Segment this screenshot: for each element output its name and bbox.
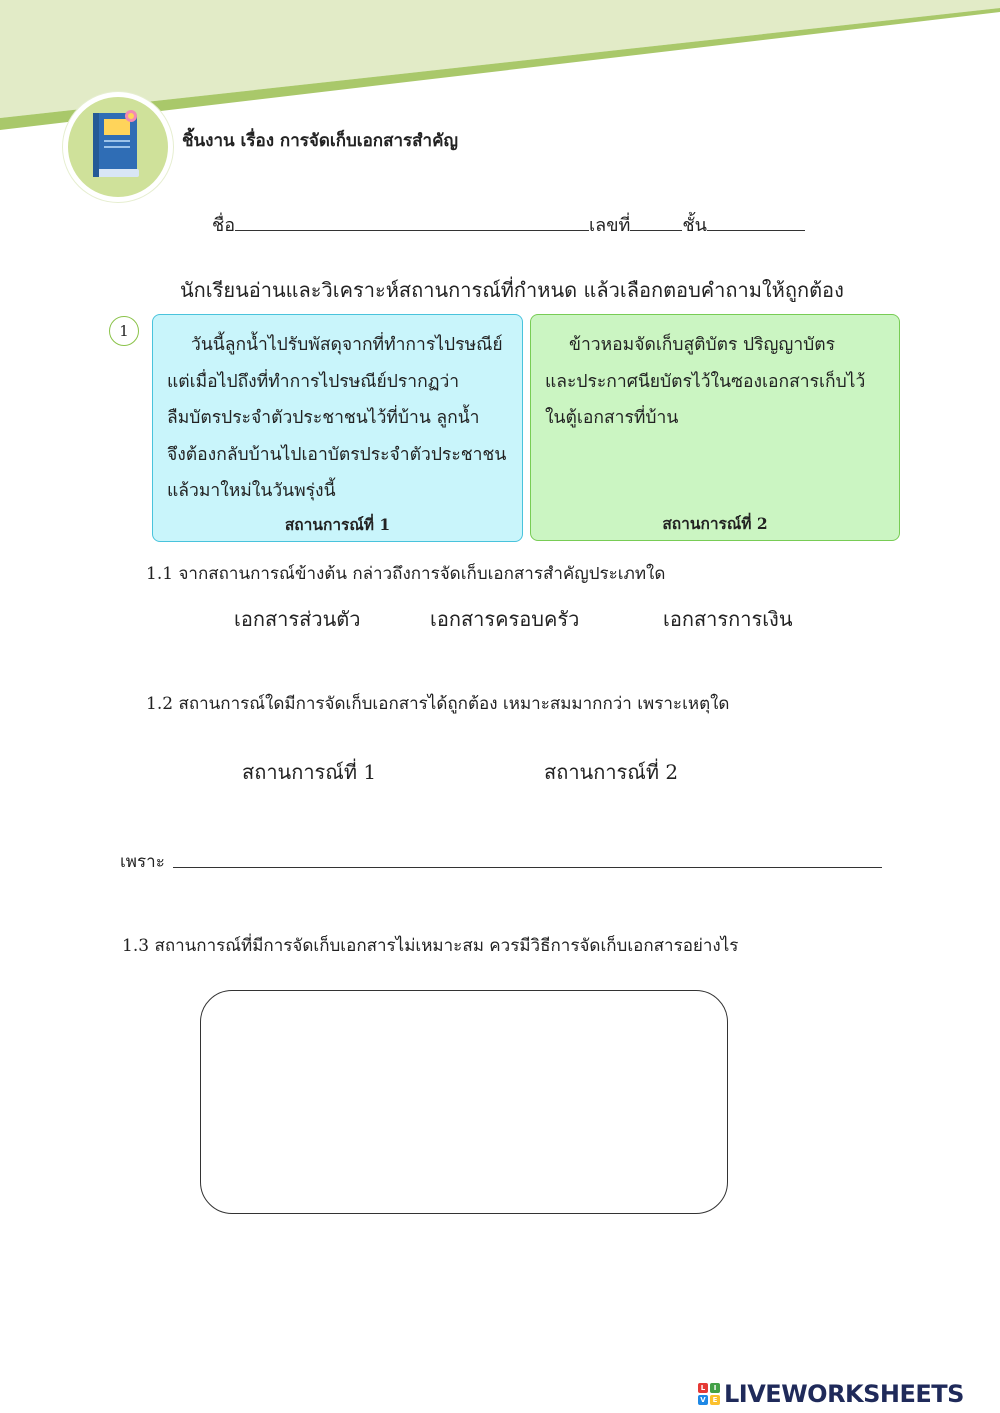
option-financial-documents[interactable]: เอกสารการเงิน [663,607,793,631]
brand-text: LIVEWORKSHEETS [724,1380,964,1408]
book-logo [63,92,173,202]
brand-grid-icon [698,1383,720,1405]
because-answer-line[interactable] [173,867,882,868]
worksheet-title: ชิ้นงาน เรื่อง การจัดเก็บเอกสารสำคัญ [182,131,458,151]
situation-1-line: จึงต้องกลับบ้านไปเอาบัตรประจำตัวประชาชน [167,444,507,465]
question-1-3: 1.3 สถานการณ์ที่มีการจัดเก็บเอกสารไม่เหมาะสม ควรมีวิธีการจัดเก็บเอกสารอย่างไร [122,936,739,956]
brand-letter: L [698,1383,708,1393]
option-family-documents[interactable]: เอกสารครอบครัว [430,607,580,631]
class-blank[interactable] [707,212,805,231]
situation-2-line: ในตู้เอกสารที่บ้าน [545,408,679,428]
answer-text-box[interactable] [200,990,728,1214]
because-label: เพราะ [120,852,165,872]
situation-1-line: แต่เมื่อไปถึงที่ทำการไปรษณีย์ปรากฏว่า [167,371,460,392]
option-situation-1[interactable]: สถานการณ์ที่ 1 [242,760,377,784]
question-1-2: 1.2 สถานการณ์ใดมีการจัดเก็บเอกสารได้ถูกต้อง เหมาะสมมากกว่า เพราะเหตุใด [146,694,730,714]
situation-2-caption: สถานการณ์ที่ 2 [662,514,768,533]
brand-letter: E [710,1395,720,1405]
option-personal-documents[interactable]: เอกสารส่วนตัว [234,607,361,631]
number-label: เลขที่ [589,215,631,236]
brand-letter: I [710,1383,720,1393]
situation-2-line: ข้าวหอมจัดเก็บสูติบัตร ปริญญาบัตร [569,335,836,355]
question-1-1: 1.1 จากสถานการณ์ข้างต้น กล่าวถึงการจัดเก็บเอกสารสำคัญประเภทใด [146,564,666,584]
situation-1-box [152,314,523,542]
class-label: ชั้น [682,215,707,236]
situation-1-line: ลืมบัตรประจำตัวประชาชนไว้ที่บ้าน ลูกน้ำ [167,408,480,428]
situation-2-box [530,314,900,541]
option-situation-2[interactable]: สถานการณ์ที่ 2 [544,760,679,784]
name-blank[interactable] [235,212,589,231]
liveworksheets-logo [698,1380,964,1408]
book-icon [68,97,168,197]
name-label: ชื่อ [212,215,236,236]
question-number-badge: 1 [109,316,139,346]
situation-1-caption: สถานการณ์ที่ 1 [284,515,391,534]
instruction-text: นักเรียนอ่านและวิเคราะห์สถานการณ์ที่กำหนด แล้วเลือกตอบคำถามให้ถูกต้อง [180,278,844,302]
number-blank[interactable] [630,212,682,231]
brand-letter: V [698,1395,708,1405]
situation-1-line: แล้วมาใหม่ในวันพรุ่งนี้ [167,481,336,501]
situation-1-line: วันนี้ลูกน้ำไปรับพัสดุจากที่ทำการไปรษณีย์ [191,335,503,355]
situation-2-line: และประกาศนียบัตรไว้ในซองเอกสารเก็บไว้ [545,371,866,392]
student-info-line [212,210,805,239]
